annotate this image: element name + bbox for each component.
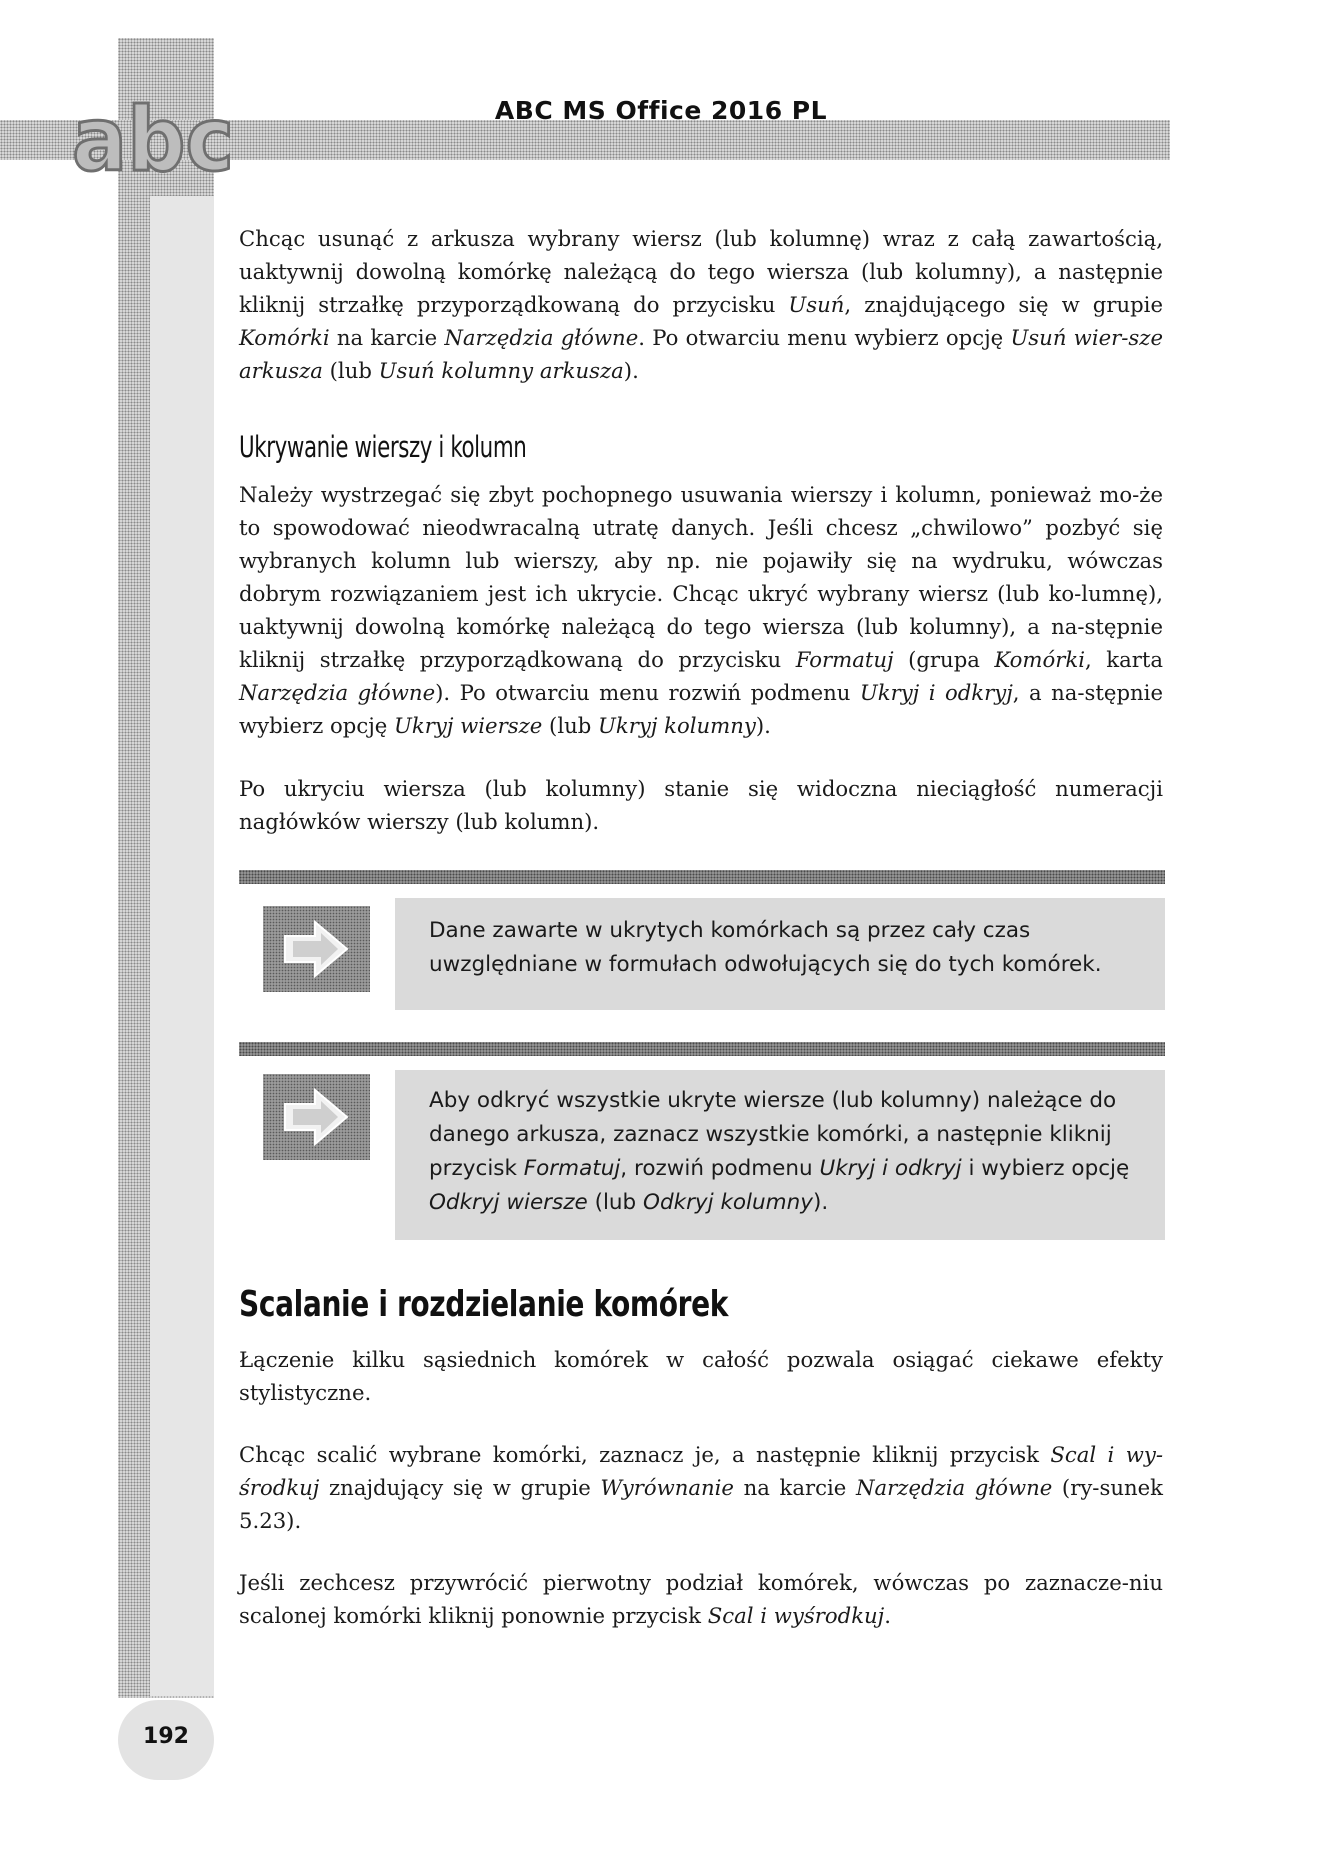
paragraph-merge-intro: Łączenie kilku sąsiednich komórek w całość pozwala osiągać ciekawe efekty stylistyczne. xyxy=(239,1347,1163,1405)
emphasis-term: Ukryj i odkryj xyxy=(859,680,1013,705)
heading-hide-rows: Ukrywanie wierszy i kolumn xyxy=(239,430,527,464)
emphasis-term: Scal i wy-środkuj xyxy=(239,1442,1163,1500)
heading-merge-cells: Scalanie i rozdzielanie komórek xyxy=(239,1284,729,1325)
note-box-unhide xyxy=(395,1070,1165,1240)
emphasis-term: Formatuj xyxy=(795,647,894,672)
emphasis-term: Ukryj kolumny xyxy=(598,713,756,738)
page-number: 192 xyxy=(143,1724,189,1749)
svg-text:abc: abc xyxy=(72,96,234,174)
emphasis-term: Usuń wier-sze arkusza xyxy=(239,325,1163,383)
paragraph-merge-how: Chcąc scalić wybrane komórki, zaznacz je, a następnie kliknij przycisk Scal i wy-środkuj znajdujący się w grupie Wyrównanie na karcie Narzędzia główne (ry-sunek 5.23). xyxy=(239,1442,1163,1533)
arrow-right-icon xyxy=(263,1074,370,1160)
left-margin-strip-light xyxy=(150,196,214,1696)
paragraph-unmerge: Jeśli zechcesz przywrócić pierwotny podział komórek, wówczas po zaznacze-niu scalonej komórki kliknij ponownie przycisk Scal i wyśrodkuj. xyxy=(239,1570,1163,1628)
emphasis-term: Komórki xyxy=(994,647,1086,672)
emphasis-term: Narzędzia główne xyxy=(239,680,436,705)
note-text: Dane zawarte w ukrytych komórkach są przez cały czas uwzględniane w formułach odwołujących się do tych komórek. xyxy=(429,918,1102,977)
paragraph-hide-rows: Należy wystrzegać się zbyt pochopnego usuwania wierszy i kolumn, ponieważ mo-że to spowodować nieodwracalną utratę danych. Jeśli chcesz „chwilowo” pozbyć się wybranych kolumn lub wierszy, aby np. nie pojawiły się na wydruku, wówczas dobrym rozwiązaniem jest ich ukrycie. Chcąc ukryć wybrany wiersz (lub ko-lumnę), uaktywnij dowolną komórkę należącą do tego wiersza (lub kolumny), a na-stępnie kliknij strzałkę przyporządkowaną do przycisku Formatuj (grupa Komórki, karta Narzędzia główne). Po otwarciu menu rozwiń podmenu Ukryj i odkryj, a na-stępnie wybierz opcję Ukryj wiersze (lub Ukryj kolumny). xyxy=(239,482,1163,738)
note-box-hidden-cells xyxy=(395,898,1165,1010)
emphasis-term: Formatuj xyxy=(523,1156,621,1181)
paragraph-delete-row: Chcąc usunąć z arkusza wybrany wiersz (lub kolumnę) wraz z całą zawartością, uaktywnij dowolną komórkę należącą do tego wiersza (lub kolumny), a następnie kliknij strzałkę przyporządkowaną do przycisku Usuń, znajdującego się w grupie Komórki na karcie Narzędzia główne. Po otwarciu menu wybierz opcję Usuń wier-sze arkusza (lub Usuń kolumny arkusza). xyxy=(239,226,1163,383)
arrow-right-icon xyxy=(263,906,370,992)
emphasis-term: Wyrównanie xyxy=(600,1475,734,1500)
note-bar xyxy=(239,870,1165,884)
emphasis-term: Usuń xyxy=(788,292,845,317)
emphasis-term: Narzędzia główne xyxy=(855,1475,1053,1500)
page-number-badge xyxy=(118,1700,214,1780)
emphasis-term: Narzędzia główne xyxy=(444,325,639,350)
emphasis-term: Usuń kolumny arkusza xyxy=(378,358,624,383)
emphasis-term: Odkryj wiersze xyxy=(429,1190,588,1215)
running-title: ABC MS Office 2016 PL xyxy=(494,96,828,125)
note-bar xyxy=(239,1042,1165,1056)
emphasis-term: Scal i wyśrodkuj xyxy=(707,1603,885,1628)
note-text: Aby odkryć wszystkie ukryte wiersze (lub kolumny) należące do danego arkusza, zaznacz wszystkie komórki, a następnie kliknij przycisk Formatuj, rozwiń podmenu Ukryj i odkryj i wybierz opcję Odkryj wiersze (lub Odkryj kolumny). xyxy=(429,1088,1130,1215)
emphasis-term: Ukryj wiersze xyxy=(394,713,543,738)
emphasis-term: Ukryj i odkryj xyxy=(819,1156,962,1181)
paragraph-discontinuity: Po ukryciu wiersza (lub kolumny) stanie się widoczna nieciągłość numeracji nagłówków wierszy (lub kolumn). xyxy=(239,776,1163,834)
emphasis-term: Komórki xyxy=(239,325,330,350)
emphasis-term: Odkryj kolumny xyxy=(643,1190,813,1215)
